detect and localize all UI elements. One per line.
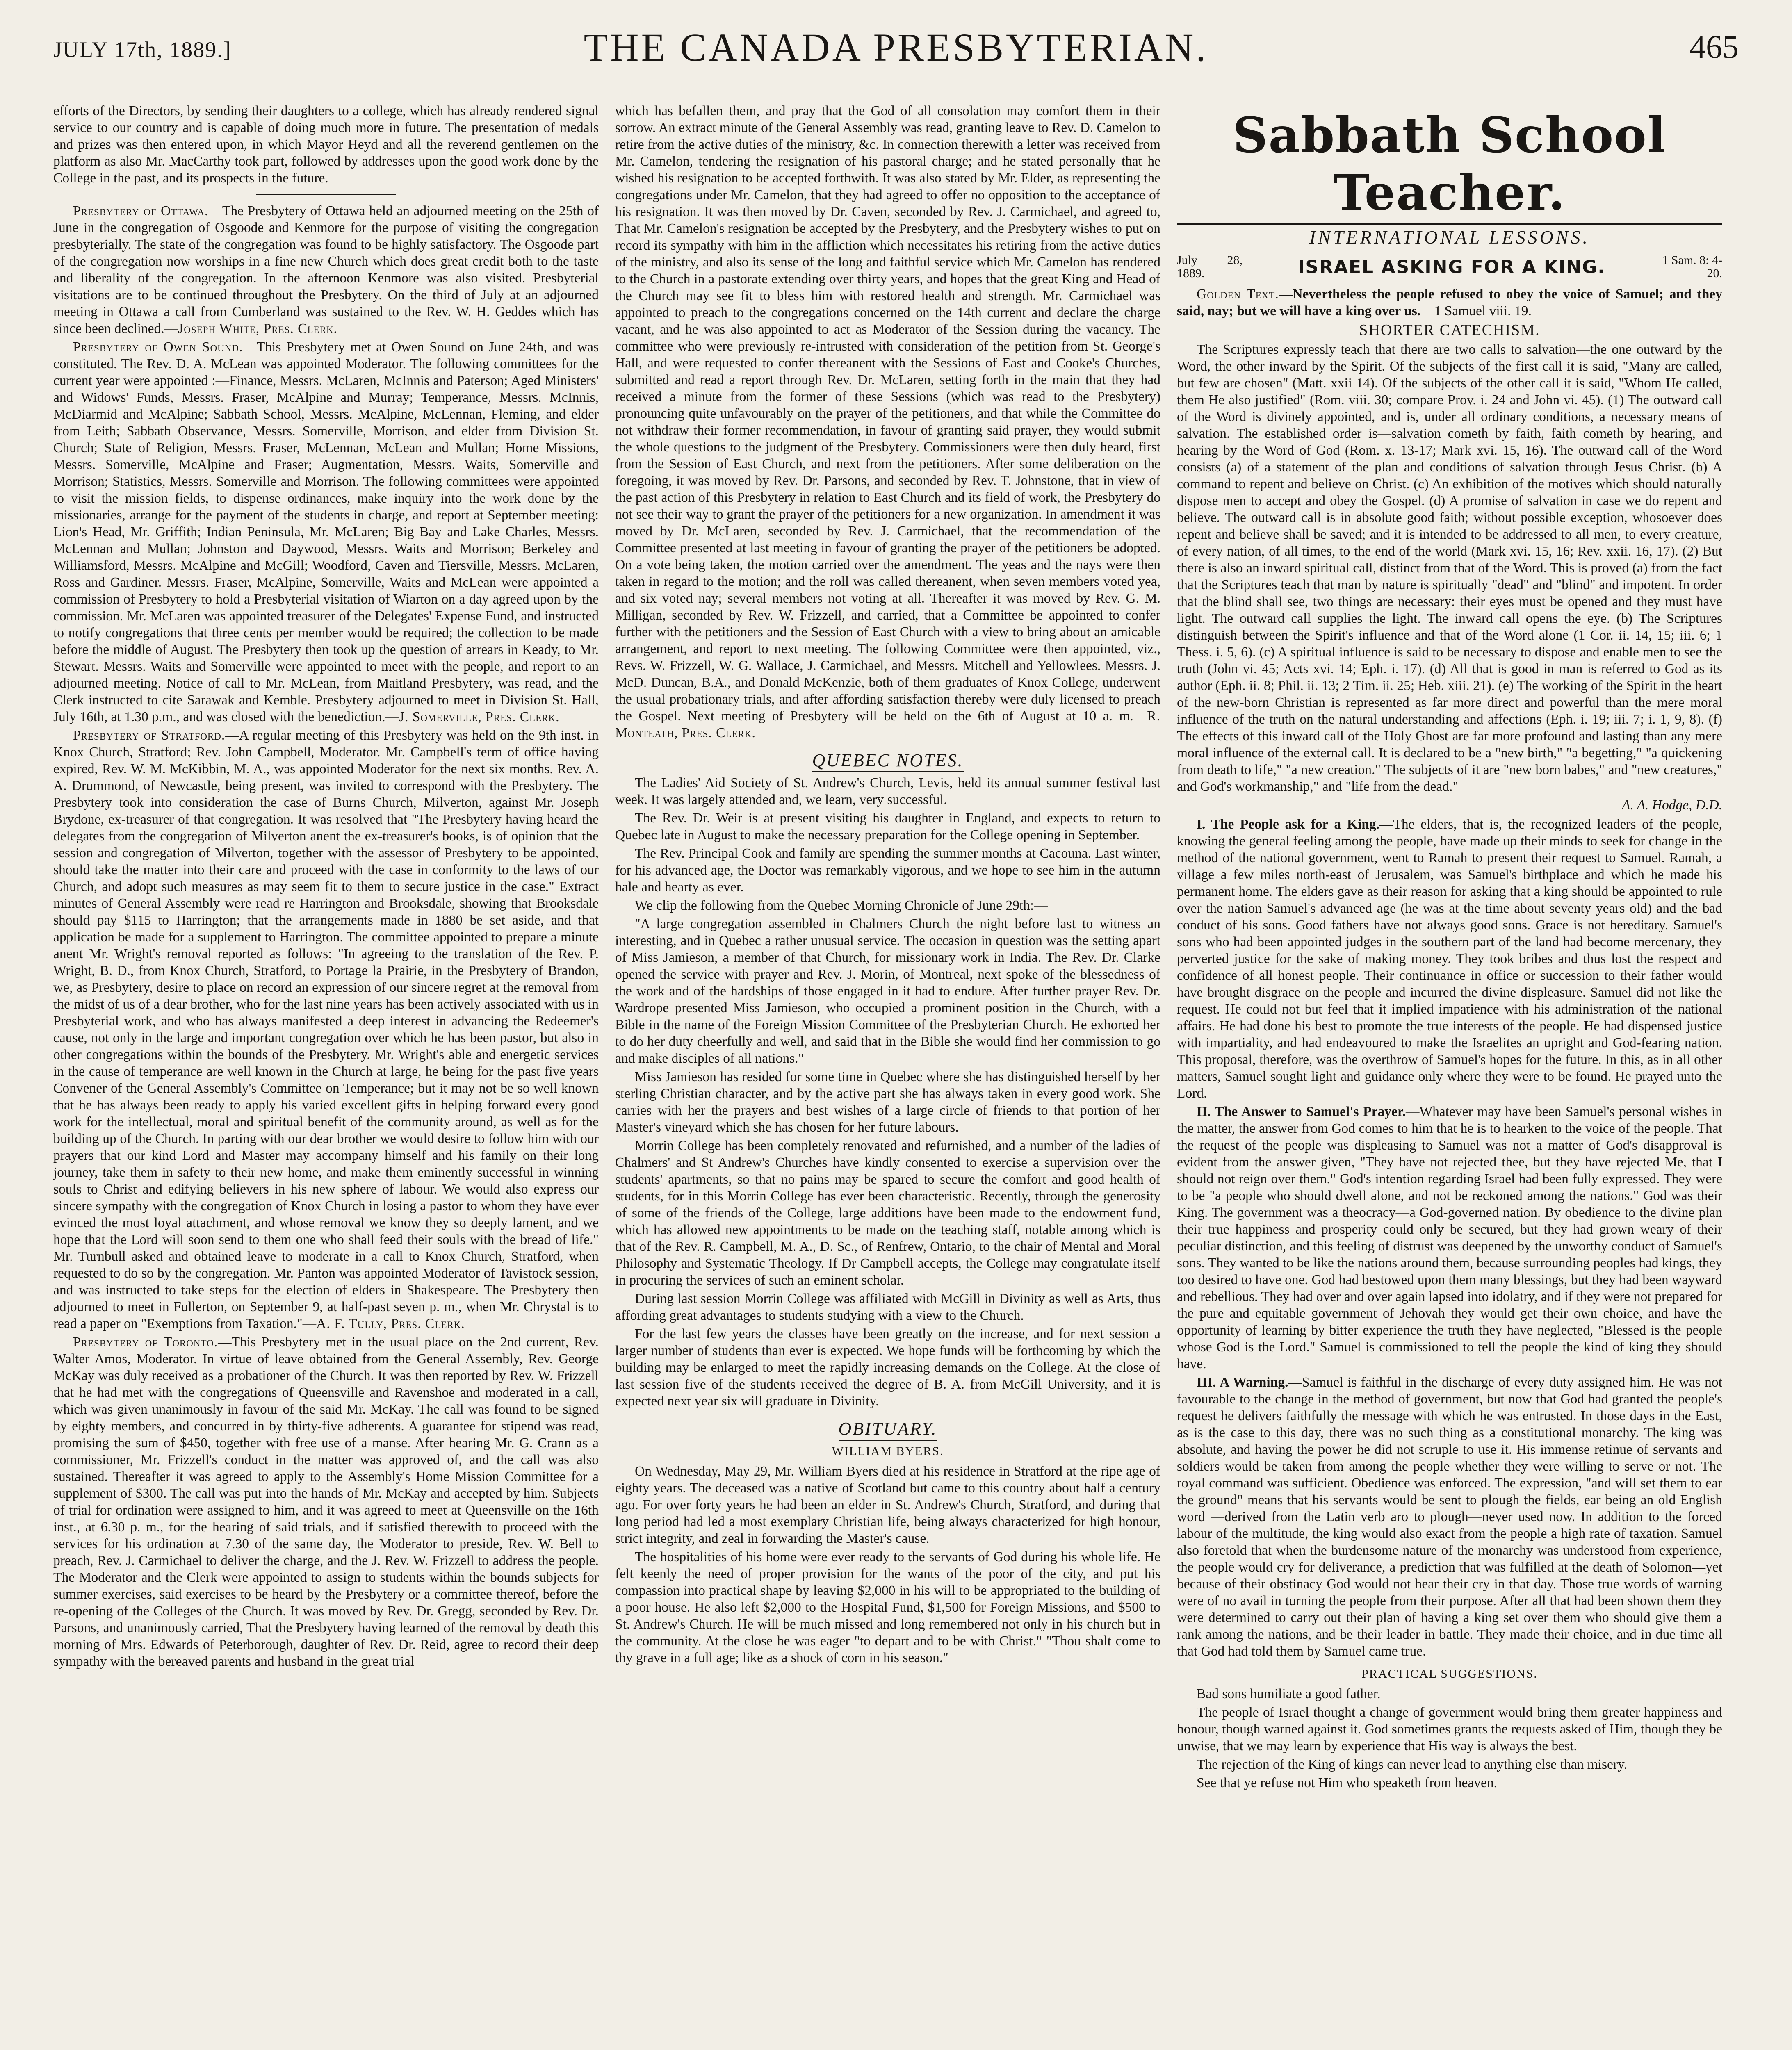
lesson-section-3 (1177, 1374, 1722, 1660)
toronto-continued (615, 102, 1160, 741)
stratford-report (53, 727, 599, 1332)
section-1-heading: I. The People ask for a King. (1197, 817, 1379, 832)
practical-suggestions-heading: PRACTICAL SUGGESTIONS. (1361, 1667, 1538, 1681)
section-3-heading: III. A Warning. (1197, 1375, 1288, 1390)
column-3 (1177, 102, 1722, 2050)
quebec-paragraph: Morrin College has been completely renovated and refurnished, and a number of the ladies of Chalmers' and St Andrew's Churches have kindly consented to exercise a supervision over the students' apartments, so that no pains may be spared to secure the comfort and good health of students, for in this Morrin College has ever been characteristic. Recently, through the generosity of some of the friends of the College, large additions have been made to the endowment fund, which has allowed new appointments to be made on the teaching staff, notable among which is that of the Rev. R. Campbell, M. A., D. Sc., of Renfrew, Ontario, to the chair of Mental and Moral Philosophy and Systematic Theology. If Dr Campbell accepts, the College may congratulate itself in procuring the services of such an eminent scholar. (615, 1138, 1160, 1288)
divider (256, 194, 396, 195)
stratford-heading: Presbytery of Stratford. (73, 728, 226, 743)
section-3-text: —Samuel is faithful in the discharge of every duty assigned him. He was not favourable to the change in the method of government, but now that God had granted the people's request he delivers faithfully the message with which he was entrusted. In those days in the East, as is the case to this day, there was no such thing as a constitutional monarchy. The king was absolute, and having the power he did not scruple to use it. His immense retinue of servants and soldiers would be taken from among the people whether they were willing to serve or not. The royal command was sufficient. Obedience was enforced. The expression, "and will set them to ear the ground" means that his servants would be sent to plough the fields, ear being an old English word —derived from the Latin verb aro to plough—never used now. In addition to the forced labour of the multitude, the king would also exact from the people a high rate of taxation. Samuel also foretold that when the burdensome nature of the monarchy was understood from experience, the people would cry for deliverance, a prediction that was fulfilled at the death of Solomon—yet because of their obstinacy God would not hear their cry in that day. Those true words of warning were of no avail in turning the people from their purpose. After all that had been shown them they were determined to carry out their plan of having a king set over them who should give them a rank among the nations, and be their leader in battle. They made their choice, and in due time all that God had told them by Samuel came true. (1177, 1375, 1722, 1659)
suggestion: The rejection of the King of kings can never lead to anything else than misery. (1197, 1757, 1627, 1772)
golden-text-body: —Nevertheless the people refused to obey the voice of Samuel; and they said, nay; but we will have a king over us. (1177, 287, 1722, 319)
quebec-paragraph: We clip the following from the Quebec Morning Chronicle of June 29th:— (635, 898, 1048, 913)
ottawa-signature: Joseph White, Pres. Clerk. (178, 321, 337, 336)
section-masthead: Sabbath School Teacher. (1233, 107, 1667, 221)
toronto-text: —This Presbytery met in the usual place on the 2nd current, Rev. Walter Amos, Moderator. In virtue of leave obtained from the General Assembly, Rev. George McKay was duly received as a probationer of the Church. It was then reported by Rev. W. Frizzell that he had met with the congregations of Queensville and Ravenshoe and moderated in a call, which was given unanimously in favour of the said Mr. McKay. The call was found to be signed by eighty members, and concurred in by thirty-five adherents. A guarantee for stipend was read, promising the sum of $450, together with free use of a manse. After hearing Mr. G. Crann as a commissioner, Mr. Frizzell's conduct in the matter was approved of, and the call was also sustained. Thereafter it was agreed to apply to the Assembly's Home Mission Committee for a supplement of $300. The call was put into the hands of Mr. McKay and accepted by him. Subjects of trial for ordination were assigned to him, and it was agreed to meet at Queensville on the 16th inst., at 6.30 p. m., for the hearing of said trials, and if satisfied therewith to proceed with the services for his ordination at 7.30 of the same day, the Moderator to preside, Rev. W. Bell to preach, Rev. J. Carmichael to deliver the charge, and the J. Rev. W. Frizzell to address the people. The Moderator and the Clerk were appointed to assign to students within the bounds subjects for summer exercises, said exercises to be heard by the Presbytery or a committee thereof, before the re-opening of the Colleges of the Church. It was moved by Rev. Dr. Gregg, seconded by Rev. Dr. Parsons, and unanimously carried, That the Presbytery having learned of the removal by death this morning of Mrs. Edwards of Peterborough, daughter of Rev. Dr. Reid, agree to record their deep sympathy with the bereaved parents and husband in the great trial (53, 1335, 599, 1669)
golden-text (1177, 286, 1722, 319)
golden-text-ref: —1 Samuel viii. 19. (1420, 303, 1532, 319)
suggestion: See that ye refuse not Him who speaketh from heaven. (1197, 1775, 1498, 1790)
quebec-paragraph: For the last few years the classes have been greatly on the increase, and for next session a larger number of students than ever is expected. We hope funds will be forthcoming by which the building may be enlarged to meet the rapidly increasing demands on the College. At the close of last session five of the students received the degree of B. A. from McGill University, and it is expected next year six will graduate in Divinity. (615, 1326, 1160, 1409)
catechism-author: —A. A. Hodge, D.D. (1610, 797, 1722, 813)
ottawa-heading: Presbytery of Ottawa. (73, 203, 209, 219)
catechism-heading: SHORTER CATECHISM. (1359, 321, 1540, 339)
divider (1177, 223, 1722, 225)
lesson-section-2 (1177, 1103, 1722, 1372)
quebec-paragraph: "A large congregation assembled in Chalmers Church the night before last to witness an interesting, and in Quebec a rather unusual service. The occasion in question was the setting apart of Miss Jamieson, a member of that Church, for missionary work in India. The Rev. Dr. Clarke opened the service with prayer and Rev. J. Morin, of Montreal, next spoke of the blessedness of the work and of the hardships of those engaged in it had to endure. After further prayer Rev. Dr. Wardrope presented Miss Jamieson, who occupied a prominent position in the Church, with a Bible in the name of the Foreign Mission Committee of the Presbyterian Church. He exhorted her to do her duty cheerfully and well, and said that in the Bible she would find her commission to go and make disciples of all nations." (615, 916, 1160, 1066)
quebec-paragraph: The Ladies' Aid Society of St. Andrew's Church, Levis, held its annual summer festival last week. It was largely attended and, we learn, very successful. (615, 775, 1160, 807)
quebec-paragraph: During last session Morrin College was affiliated with McGill in Divinity as well as Arts, thus affording great advantages to students studying with a view to the Church. (615, 1291, 1160, 1323)
page-header (53, 16, 1739, 78)
quebec-paragraph: The Rev. Dr. Weir is at present visiting his daughter in England, and expects to return to Quebec late in August to make the necessary preparation for the College opening in September. (615, 811, 1160, 843)
lesson-section-1 (1177, 816, 1722, 1102)
quebec-paragraph: Miss Jamieson has resided for some time in Quebec where she has distinguished herself by her sterling Christian character, and by the active part she has always taken in every good work. She carries with her the prayers and best wishes of a large circle of friends to that portion of her Master's vineyard which she has chosen for her future labours. (615, 1069, 1160, 1135)
lesson-date: July 28, 1889. (1177, 253, 1243, 280)
owen-signature: J. Somerville, Pres. Clerk. (399, 709, 560, 724)
newspaper-title: THE CANADA PRESBYTERIAN. (584, 25, 1208, 69)
toronto-continued-text: which has befallen them, and pray that the God of all consolation may comfort them in their sorrow. An extract minute of the General Assembly was read, granting leave to Rev. D. Camelon to retire from the active duties of the ministry, &c. In connection therewith a letter was received from Mr. Camelon, tendering the resignation of his pastoral charge; and he stated personally that he wished his resignation to be accepted forthwith. It was also stated by Mr. Elder, as representing the congregations under Mr. Camelon, that they had agreed to offer no opposition to the acceptance of his resignation. It was then moved by Dr. Caven, seconded by Rev. J. Carmichael, and agreed to, That Mr. Camelon's resignation be accepted by the Presbytery, and the Presbytery wishes to put on record its sympathy with him in the affliction which necessitates his retiring from the active duties of the ministry, and also its sense of the long and faithful service which Mr. Camelon has rendered to the Church in a pastorate extending over thirty years, and hopes that the great King and Head of the Church may see fit to bless him with restored health and strength. Mr. Carmichael was appointed to preach to the congregations concerned on the 14th current and declare the charge vacant, and he was also appointed to act as Moderator of the Session during the vacancy. The committee who were previously re-intrusted with consideration of the petition from St. George's Hall, and were requested to confer thereanent with the Sessions of East and Cooke's Churches, submitted and read a report through Rev. Dr. McLaren, setting forth in the main that they had received a minute from the former of these Sessions (which was read to the Presbytery) pronouncing quite unfavourably on the prayer of the petitioners, and that while the Committee do not withdraw their former recommendation, in favour of granting said prayer, they would submit the whole questions to the judgment of the Presbytery. Commissioners were then duly heard, first from the Session of East Church, and next from the petitioners. After some deliberation on the foregoing, it was moved by Rev. Dr. Parsons, and seconded by Rev. T. Johnstone, that in view of the past action of this Presbytery in relation to East Church and its field of work, the Presbytery do not see their way to grant the prayer of the petitioners for a new organization. In amendment it was moved by Dr. McLaren, seconded by Rev. J. Carmichael, that the recommendation of the Committee presented at last meeting in favour of granting the prayer of the petitioners be adopted. On a vote being taken, the motion carried over the amendment. The yeas and the nays were then taken in regard to the motion; and the roll was called thereanent, when seven members voted yea, and six voted nay; several members not voting at all. Thereafter it was moved by Rev. G. M. Milligan, seconded by Rev. W. Frizzell, and carried, that a Committee be appointed to confer further with the petitioners and the Session of East Church with a view to bring about an amicable arrangement, and report to next meeting. The following Committee were then appointed, viz., Revs. W. Frizzell, W. G. Wallace, J. Carmichael, and Messrs. Mitchell and Yellowlees. Messrs. J. McD. Duncan, B.A., and Donald McKenzie, both of them graduates of Knox College, underwent the usual probationary trials, and after affording satisfaction thereby were duly licensed to preach the Gospel. Next meeting of Presbytery will be held on the 6th of August at 10 a. m.— (615, 103, 1160, 724)
obituary-title: OBITUARY. (839, 1419, 937, 1441)
owen-text: —This Presbytery met at Owen Sound on June 24th, and was constituted. The Rev. D. A. McLean was appointed Moderator. The following committees for the current year were appointed :—Finance, Messrs. McLaren, McInnis and Paterson; Aged Ministers' and Widows' Funds, Messrs. Fraser, McAlpine and Murray; Temperance, Messrs. McInnis, McDiarmid and McAlpine; Sabbath School, Messrs. McAlpine, McLennan, Fleming, and elder from Leith; Sabbath Observance, Messrs. Somerville, Morrison, and elder from Division St. Church; State of Religion, Messrs. Fraser, McLennan, McLean and Mullan; Home Missions, Messrs. Somerville, McAlpine and Fraser; Augmentation, Messrs. Waits, Somerville and Morrison; Statistics, Messrs. Somerville and Morrison. The following committees were appointed to visit the mission fields, to dispense ordinances, make inquiry into the work done by the missionaries, arrange for the payment of the students in charge, and report at September meeting: Lion's Head, Mr. Griffith; Indian Peninsula, Mr. McLaren; Big Bay and Lake Charles, Messrs. McLennan and Mullan; Johnston and Daywood, Messrs. Waits and Morrison; Berkeley and Williamsford, Messrs. McAlpine and McGill; Woodford, Caven and Tiersville, Messrs. McLaren, Ross and Gardiner. Messrs. Fraser, McAlpine, Somerville, Waits and McLean were appointed a commission of Presbytery to hold a Presbyterial visitation of Wiarton on a day agreed upon by the commission. Mr. McLaren was appointed treasurer of the Delegates' Expense Fund, and instructed to notify congregations that three cents per member would be required; the collection to be made before the middle of August. The Presbytery then took up the question of arrears in Keady, to Mr. Stewart. Messrs. Waits and Somerville were appointed to meet with the people, and report to an adjourned meeting. Notice of call to Mr. McLean, from Maitland Presbytery, was read, and the Clerk instructed to cite Sarawak and Kemble. Presbytery adjourned to meet in Division St. Hall, July 16th, at 1.30 p.m., and was closed with the benediction.— (53, 339, 599, 724)
issue-date: JULY 17th, 1889.] (53, 37, 232, 62)
owen-heading: Presbytery of Owen Sound. (73, 339, 243, 355)
obituary-paragraph: On Wednesday, May 29, Mr. William Byers died at his residence in Stratford at the ripe age of eighty years. The deceased was a native of Scotland but came to this country about half a century ago. For over forty years he had been an elder in St. Andrew's Church, Stratford, and during that long period had led a most exemplary Christian life, being always characterized for high honour, strict integrity, and zeal in forwarding the Master's cause. (615, 1464, 1160, 1546)
catechism-text: The Scriptures expressly teach that there are two calls to salvation—the one outward by the Word, the other inward by the Spirit. Of the subjects of the first call it is said, "Many are called, but few are chosen" (Matt. xxii 14). Of the subjects of the other call it is said, "Whom He called, them He also justified" (Rom. viii. 30; compare Prov. i. 24 and John vi. 45). (1) The outward call of the Word is divinely appointed, and is, under all ordinary conditions, a necessary means of salvation. The established order is—salvation cometh by faith, faith cometh by hearing, and hearing by the Word of God (Rom. x. 13-17; Mark xvi. 15, 16). The outward call of the Word consists (a) of a statement of the plan and conditions of salvation through Jesus Christ. (b) A command to repent and believe on Christ. (c) An exhibition of the motives which should naturally dispose men to accept and obey the Gospel. (d) A promise of salvation in case we do repent and believe. The outward call is in absolute good faith; without possible exception, whosoever does repent and believe shall be saved; and it is intended to be addressed to all men, to every creature, of every nation, of all times, to the end of the world (Mark xvi. 15, 16; Rev. xxii. 16, 17). (2) But there is also an inward spiritual call, distinct from that of the Word. This is proved (a) from the fact that the Scriptures teach that man by nature is spiritually "dead" and "blind" and impotent. In order that the blind shall see, two things are necessary: their eyes must be opened and they must have light. The outward call supplies the light. The inward call opens the eye. (b) The Scriptures distinguish between the Spirit's influence and that of the Word alone (1 Cor. ii. 14, 15; iii. 6; 1 Thess. i. 5, 6). (c) A spiritual influence is said to be necessary to dispose and enable men to see the truth (John vi. 45; Acts xvi. 14; Eph. i. 17). (d) All that is good in man is referred to God as its author (Eph. ii. 8; Phil. ii. 13; 2 Tim. ii. 25; Heb. xiii. 21). (e) The working of the Spirit in the heart of the new-born Christian is represented as far more direct and powerful than the mere moral influence of the truth on the natural understanding and affections (Eph. i. 19; iii. 7; i. 1, 9, 8). (f) The effects of this inward call of the Holy Ghost are far more profound and lasting than any mere moral influence of the external call. It is declared to be a "new birth," "a begetting," "a quickening from death to life," "a new creation." The subjects of it are "new born babes," and "new creatures," and God's workmanship," and "life from the dead." (1177, 342, 1722, 794)
quebec-paragraph: The Rev. Principal Cook and family are spending the summer months at Cacouna. Last winter, for his advanced age, the Doctor was remarkably vigorous, and we hope to see him in the autumn hale and hearty as ever. (615, 846, 1160, 895)
toronto-report (53, 1334, 599, 1670)
quebec-notes-title: QUEBEC NOTES. (812, 750, 964, 772)
ottawa-report (53, 203, 599, 337)
golden-text-label: Golden Text. (1197, 287, 1279, 302)
stratford-signature: A. F. Tully, Pres. Clerk. (316, 1316, 465, 1331)
suggestion: The people of Israel thought a change of government would bring them greater happiness and honour, though warned against it. God sometimes grants the requests asked of Him, though they be unwise, that we may learn by experience that His way is always the best. (1177, 1705, 1722, 1754)
suggestion: Bad sons humiliate a good father. (1197, 1686, 1381, 1702)
column-1 (53, 102, 599, 2050)
international-lessons-heading: INTERNATIONAL LESSONS. (1309, 227, 1590, 248)
toronto-signature: R. Monteath, Pres. Clerk. (615, 708, 1160, 740)
owen-sound-report (53, 339, 599, 725)
toronto-heading: Presbytery of Toronto. (73, 1335, 218, 1350)
ottawa-text: —The Presbytery of Ottawa held an adjourned meeting on the 25th of June in the congregation of Osgoode and Kenmore for the purpose of visiting the congregation presbyterially. The state of the congregation was found to be highly satisfactory. The Osgoode part of the congregation now worships in a fine new Church which does great credit both to the taste and liberality of the congregation. In the afternoon Kenmore was also visited. Presbyterial visitations are to be continued throughout the Presbytery. On the third of July at an adjourned meeting in Ottawa a call from Cumberland was sustained to the Rev. W. H. Geddes which has since been declined.— (53, 203, 599, 336)
section-2-heading: II. The Answer to Samuel's Prayer. (1197, 1104, 1406, 1119)
quebec-notes-heading (615, 752, 1160, 769)
college-paragraph: efforts of the Directors, by sending their daughters to a college, which has already rendered signal service to our country and is capable of doing much more in future. The presentation of medals and prizes was then entered upon, in which Mayor Heyd and all the reverend gentlemen on the platform as also Mr. MacCarthy took part, followed by addresses upon the good work done by the College in the past, and its prospects in the future. (53, 103, 599, 186)
obituary-name: WILLIAM BYERS. (832, 1444, 944, 1458)
obituary-heading (615, 1420, 1160, 1437)
obituary-paragraph: The hospitalities of his home were ever ready to the servants of God during his whole life. He felt keenly the need of proper provision for the wants of the poor of the city, and put his compassion into practical shape by leaving $2,000 in his will to be appropriated to the building of a poor house. He also left $2,000 to the Hospital Fund, $1,500 for Foreign Missions, and $500 to St. Andrew's Church. He will be much missed and long remembered not only in his church but in the community. At the close he was eager "to depart and to be with Christ." "Thou shalt come to thy grave in a full age; like as a shock of corn in his season." (615, 1549, 1160, 1665)
lesson-header (1177, 254, 1722, 280)
stratford-text: —A regular meeting of this Presbytery was held on the 9th inst. in Knox Church, Stratford; Rev. John Campbell, Moderator. Mr. Campbell's term of office having expired, Rev. W. M. McKibbin, M. A., was appointed Moderator for the next six months. Rev. A. A. Drummond, of Newcastle, being present, was invited to correspond with the Presbytery. The Presbytery took into consideration the case of Burns Church, Milverton, against Mr. Joseph Brydone, ex-treasurer of that congregation. It was resolved that "The Presbytery having heard the delegates from the congregation of Milverton anent the ex-treasurer's books, is of opinion that the session and congregation of Milverton, together with the assessor of Presbytery to be appointed, should take the matter into their care and proceed with the case in conformity to the laws of our Church, and adopt such measures as may seem fit to them to secure justice in the case." Extract minutes of General Assembly were read re Harrington and Brooksdale, showing that Brooksdale should pay $115 to Harrington; that the arrangements made in 1880 be set aside, and that application be made for a supplement to Harrington. The committee appointed to prepare a minute anent Mr. Wright's removal reported as follows: "In agreeing to the translation of the Rev. P. Wright, B. D., from Knox Church, Stratford, to Portage la Prairie, in the Presbytery of Brandon, we, as Presbytery, desire to place on record an expression of our sincere regret at the removal from the midst of us of a dear brother, who for the last nine years has been actively associated with us in Presbyterial work, and who has always manifested a deep interest in advancing the Redeemer's cause, not only in the large and important congregation over which he has been pastor, but also in other congregations within the bounds of the Presbytery. Mr. Wright's able and energetic services in the cause of temperance are well known in the Church at large, he being for the past five years Convener of the General Assembly's Committee on Temperance; but it may not be so well known that he has always been ready to apply his varied excellent gifts in helping forward every good work for the intellectual, moral and spiritual benefit of the community around, as well as for the building up of the Church. In parting with our dear brother we would desire to follow him with our prayers that our kind Lord and Master may accompany himself and his family on their long journey, take them in safety to their new home, and make them eminently successful in winning souls to Christ and edifying believers in his new sphere of labour. We would also express our sincere sympathy with the congregation of Knox Church in losing a pastor to whom they have ever evinced the most loyal attachment, and whose removal we know they so deeply lament, and we hope that the Lord will soon send to them one who shall feed their souls with the bread of life." Mr. Turnbull asked and obtained leave to moderate in a call to Knox Church, Stratford, when requested to do so by the congregation. Mr. Panton was appointed Moderator of Tavistock session, and was instructed to take steps for the election of elders in Shakespeare. The Presbytery then adjourned to meet in Fullerton, on September 9, at half-past seven p. m., when Mr. Chrystal is to read a paper on "Exemptions from Taxation."— (53, 728, 599, 1331)
section-1-text: —The elders, that is, the recognized leaders of the people, knowing the general feeling among the people, have made up their minds to seek for change in the method of the national government, went to Ramah to present their request to Samuel. Ramah, a village a few miles north-east of Jerusalem, was Samuel's birthplace and which he made his permanent home. The elders gave as their reason for asking that a king should be appointed to rule over the nation Samuel's advanced age (he was at the time about seventy years old) and the bad conduct of his sons. Good fathers have not always good sons. Grace is not hereditary. Samuel's sons who had been appointed judges in the southern part of the land had become mercenary, they perverted justice for the sake of making money. They took bribes and thus lost the respect and confidence of all honest people. Their continuance in office or succession to their father would have brought disgrace on the people and incurred the divine displeasure. Samuel did not like the request. He could not but feel that it implied impatience with his administration of the national affairs. He had done his best to promote the true interests of the people. He had dispensed justice with impartiality, and had endeavoured to make the Israelites an upright and God-fearing nation. This proposal, therefore, was the overthrow of Samuel's hopes for the future. In this, as in all other matters, Samuel sought light and guidance only where they were to be found. He prayed unto the Lord. (1177, 817, 1722, 1101)
lesson-reference: 1 Sam. 8: 4-20. (1662, 253, 1722, 280)
page-number: 465 (1689, 29, 1739, 65)
section-2-text: —Whatever may have been Samuel's personal wishes in the matter, the answer from God comes to him that he is to hearken to the voice of the people. That the request of the people was displeasing to Samuel was not a matter of God's disapproval is evident from the answer given, "They have not rejected thee, but they have rejected Me, that I should not reign over them." God's intention regarding Israel had been fully expressed. They were to be "a people who should dwell alone, and not be reckoned among the nations." God was their King. The government was a theocracy—a God-governed nation. By obedience to the divine plan their true happiness and prosperity could only be secured, but they had grown weary of their peculiar distinction, and this feeling of distrust was deepened by the unworthy conduct of Samuel's sons. They wanted to be like the nations around them, because surrounding peoples had kings, they too desired to have one. God had bestowed upon them many blessings, but they had been wayward and rebellious. They had over and over again lapsed into idolatry, and if they were not prepared for the pure and equitable government of Jehovah they would get their own choice, and have the opportunity of learning by bitter experience the truth they have neglected, "Blessed is the people whose God is the Lord." Samuel is commissioned to tell the people the kind of king they should have. (1177, 1104, 1722, 1371)
lesson-title: ISRAEL ASKING FOR A KING. (1297, 256, 1606, 278)
column-2 (615, 102, 1160, 2050)
